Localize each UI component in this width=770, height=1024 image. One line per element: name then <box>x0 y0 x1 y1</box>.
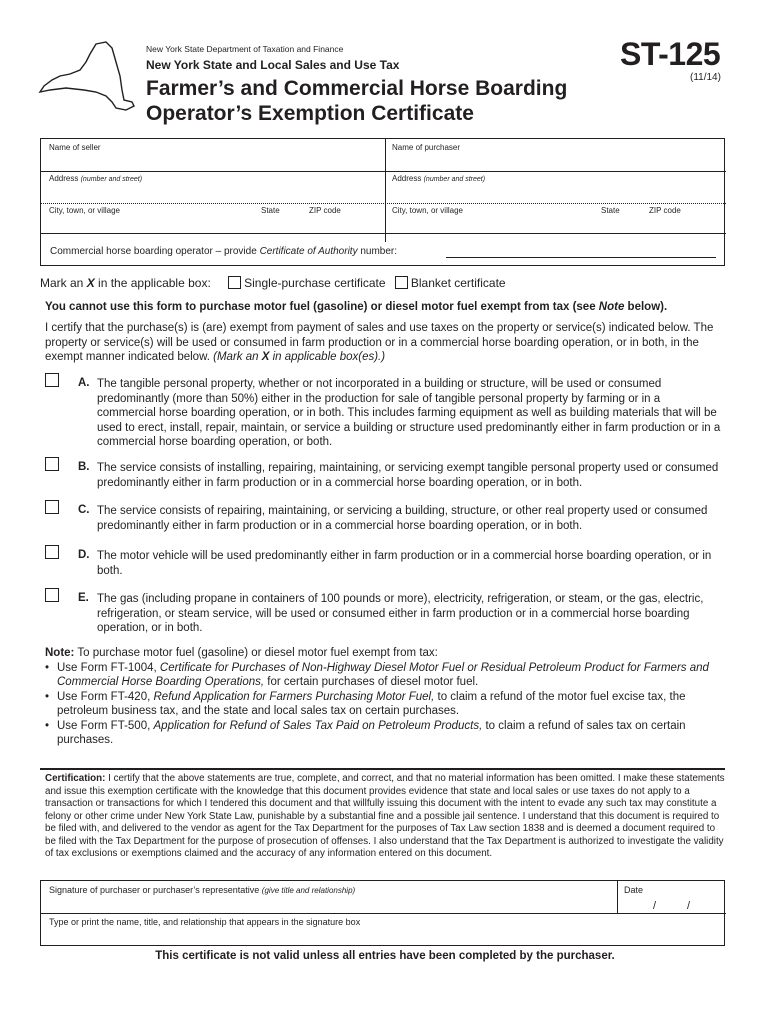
form-revision-date: (11/14) <box>690 72 721 83</box>
single-purchase-checkbox[interactable] <box>228 276 241 289</box>
seller-city-field[interactable]: City, town, or village <box>49 206 120 215</box>
note-list <box>45 661 725 748</box>
form-title <box>146 76 616 126</box>
form-subtitle: New York State and Local Sales and Use Tax <box>146 58 400 72</box>
purchaser-zip-field[interactable]: ZIP code <box>649 206 681 215</box>
grid-divider <box>385 139 386 242</box>
seller-address-field[interactable] <box>49 174 142 183</box>
department-name: New York State Department of Taxation and Finance <box>146 44 344 54</box>
item-a-checkbox[interactable] <box>45 373 59 387</box>
section-divider <box>40 768 725 770</box>
authority-number-box <box>40 232 725 266</box>
item-a-letter: A. <box>78 377 90 389</box>
signature-box <box>40 880 725 946</box>
item-d-letter: D. <box>78 549 90 561</box>
item-b-text: The service consists of installing, repairing, maintaining, or servicing exempt tangible personal property used or consumed predominantly either in farm production or in a commercial horse boarding operation, or in both. <box>97 462 719 489</box>
seller-state-field[interactable]: State <box>261 206 280 215</box>
address-label: Address <box>49 174 79 183</box>
signature-row-line <box>41 913 726 914</box>
item-e-letter: E. <box>78 592 89 604</box>
purchaser-address-field[interactable] <box>392 174 485 183</box>
item-b-letter: B. <box>78 461 90 473</box>
certify-statement: I certify that the purchase(s) is (are) exempt from payment of sales and use taxes on the property or service(s) indicated below. The property or service(s) will be used or consumed in farm production or in a commercial horse boarding operation, or in both, in the exempt manner indicated below. (Mark an X in applicable box(es).) <box>45 322 714 363</box>
purchaser-city-field[interactable]: City, town, or village <box>392 206 463 215</box>
note-item-ft500: • Use Form FT-500, Application for Refund of Sales Tax Paid on Petroleum Products, to claim a refund of sales tax on certain purchases. <box>45 719 725 748</box>
note-item-ft1004: • Use Form FT-1004, Certificate for Purchases of Non-Highway Diesel Motor Fuel or Residual Petroleum Product for Farmers and Commercial Horse Boarding Operations, for certain purchases of diesel motor fuel. <box>45 661 725 690</box>
printed-name-field[interactable]: Type or print the name, title, and relationship that appears in the signature box <box>49 917 361 927</box>
grid-row-line <box>41 203 726 204</box>
seller-name-field[interactable]: Name of seller <box>49 143 101 152</box>
blanket-certificate-label: Blanket certificate <box>410 276 506 290</box>
note-item-ft420: • Use Form FT-420, Refund Application for Farmers Purchasing Motor Fuel, to claim a refund of the motor fuel excise tax, the petroleum business tax, and the state and local sales tax on certain purchases. <box>45 690 725 719</box>
validity-footer: This certificate is not valid unless all entries have been completed by the purchaser. <box>155 950 615 962</box>
seller-zip-field[interactable]: ZIP code <box>309 206 341 215</box>
address-label: Address <box>392 174 422 183</box>
motor-fuel-note <box>45 646 725 748</box>
date-slash: / <box>653 900 657 912</box>
form-number: ST-125 <box>620 36 721 72</box>
purchaser-state-field[interactable]: State <box>601 206 620 215</box>
seller-purchaser-grid <box>40 138 725 241</box>
single-purchase-label: Single-purchase certificate <box>244 276 386 290</box>
title-line-2: Operator’s Exemption Certificate <box>146 102 474 125</box>
signature-divider <box>617 881 618 913</box>
item-a-text: The tangible personal property, whether or not incorporated in a building or structure, will be used or consumed predominantly (more than 50%) either in the production for sale of tangible personal property by farming or in a commercial horse boarding operation, or in both. This includes farming equipment as well as building materials that will be used to erect, install, repair, maintain, or service a building or structure used predominantly either in farm production or in a commercial horse boarding operation, or both. <box>97 378 721 448</box>
item-e-checkbox[interactable] <box>45 588 59 602</box>
item-d-text: The motor vehicle will be used predominantly either in farm production or in a commercial horse boarding operation, or in both. <box>97 550 712 577</box>
item-e-text: The gas (including propane in containers of 100 pounds or more), electricity, refrigeration, or steam, or the gas, electric, refrigeration, or steam service, will be used or consumed either in farm production or in a commercial horse boarding operation, or in both. <box>97 593 704 634</box>
certification-statement: Certification: I certify that the above statements are true, complete, and correct, and that no material information has been omitted. I make these statements and issue this exemption certificate with the knowledge that this document provides evidence that state and local sales or use taxes do not apply to a transaction or transactions for which I tendered this document and that willfully issuing this document with the intent to evade any such tax may constitute a felony or other crime under New York State Law, punishable by a substantial fine and a possible jail sentence. I understand that this document is required to be filed with, and delivered to the vendor as agent for the Tax Department for the purposes of Tax Law section 1838 and is deemed a document required to be filed with the Tax Department for the purpose of prosecution of offenses. I also understand that the Tax Department is authorized to investigate the validity of tax exclusions or exemptions claimed and the accuracy of any information entered on this document. <box>45 773 725 859</box>
motor-fuel-warning: You cannot use this form to purchase motor fuel (gasoline) or diesel motor fuel exempt from tax (see Note below). <box>45 301 668 313</box>
new-york-state-map-icon <box>36 40 136 115</box>
address-hint: (number and street) <box>80 176 143 183</box>
item-b-checkbox[interactable] <box>45 457 59 471</box>
item-d-checkbox[interactable] <box>45 545 59 559</box>
note-intro: Note: To purchase motor fuel (gasoline) or diesel motor fuel exempt from tax: <box>45 647 438 659</box>
date-slash: / <box>687 900 691 912</box>
item-c-checkbox[interactable] <box>45 500 59 514</box>
authority-number-input[interactable] <box>446 257 716 258</box>
authority-number-label: Commercial horse boarding operator – provide Certificate of Authority number: <box>50 246 398 257</box>
title-line-1: Farmer’s and Commercial Horse Boarding <box>146 77 568 100</box>
address-hint: (number and street) <box>423 176 486 183</box>
certificate-type-row: Mark an X in the applicable box: Single-purchase certificate Blanket certificate <box>40 276 506 290</box>
blanket-certificate-checkbox[interactable] <box>395 276 408 289</box>
signature-field[interactable]: Signature of purchaser or purchaser’s representative (give title and relationship) <box>49 885 356 895</box>
item-c-letter: C. <box>78 504 90 516</box>
grid-row-line <box>41 171 726 172</box>
purchaser-name-field[interactable]: Name of purchaser <box>392 143 461 152</box>
item-c-text: The service consists of repairing, maintaining, or servicing a building, structure, or other real property used or consumed predominantly either in farm production or in a commercial horse boarding operation, or in both. <box>97 505 708 532</box>
date-field[interactable]: Date <box>624 885 644 895</box>
